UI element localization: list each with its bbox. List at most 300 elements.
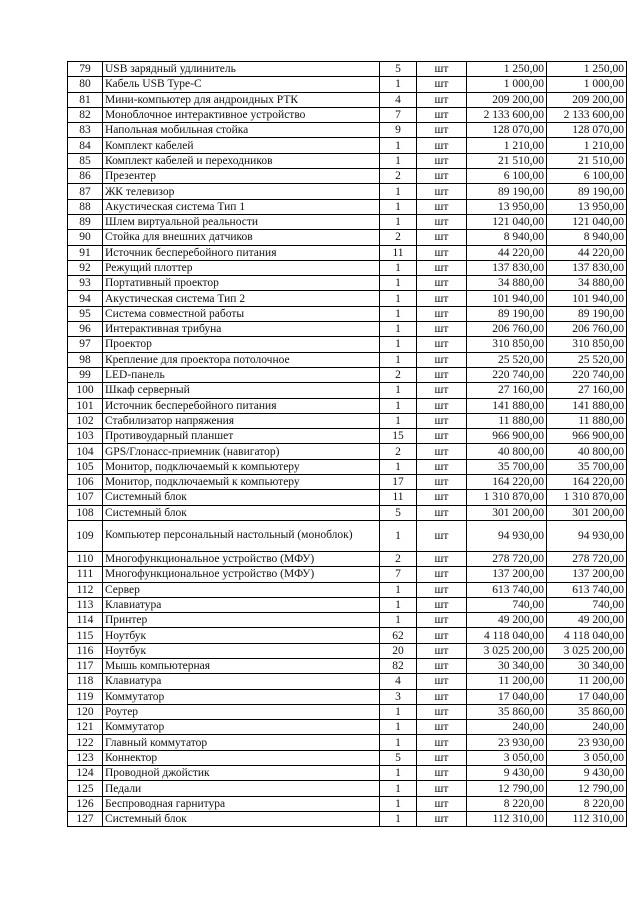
unit-cell: шт	[417, 184, 467, 199]
item-name-cell: Сервер	[103, 582, 380, 597]
item-name-cell: Коммутатор	[103, 720, 380, 735]
table-row	[68, 444, 627, 459]
table-row	[68, 720, 627, 735]
row-number-cell: 97	[68, 337, 103, 352]
price-cell: 206 760,00	[467, 322, 547, 337]
unit-cell: шт	[417, 490, 467, 505]
quantity-cell: 2	[380, 367, 417, 382]
total-cell: 89 190,00	[547, 184, 627, 199]
item-name-cell: Системный блок	[103, 505, 380, 520]
total-cell: 23 930,00	[547, 735, 627, 750]
table-row	[68, 689, 627, 704]
item-name-cell: Интерактивная трибуна	[103, 322, 380, 337]
table-row	[68, 658, 627, 673]
items-table-body	[68, 62, 627, 827]
total-cell: 613 740,00	[547, 582, 627, 597]
price-cell: 141 880,00	[467, 398, 547, 413]
table-row	[68, 613, 627, 628]
total-cell: 49 200,00	[547, 613, 627, 628]
total-cell: 4 118 040,00	[547, 628, 627, 643]
quantity-cell: 2	[380, 444, 417, 459]
item-name-cell: Комплект кабелей	[103, 138, 380, 153]
unit-cell: шт	[417, 230, 467, 245]
unit-cell: шт	[417, 658, 467, 673]
row-number-cell: 95	[68, 306, 103, 321]
unit-cell: шт	[417, 582, 467, 597]
quantity-cell: 1	[380, 352, 417, 367]
price-cell: 6 100,00	[467, 169, 547, 184]
table-row	[68, 169, 627, 184]
total-cell: 17 040,00	[547, 689, 627, 704]
price-cell: 35 860,00	[467, 704, 547, 719]
price-cell: 128 070,00	[467, 123, 547, 138]
item-name-cell: Источник бесперебойного питания	[103, 398, 380, 413]
total-cell: 35 860,00	[547, 704, 627, 719]
row-number-cell: 92	[68, 260, 103, 275]
row-number-cell: 116	[68, 643, 103, 658]
item-name-cell: Стабилизатор напряжения	[103, 413, 380, 428]
row-number-cell: 84	[68, 138, 103, 153]
row-number-cell: 111	[68, 567, 103, 582]
table-row	[68, 398, 627, 413]
row-number-cell: 123	[68, 750, 103, 765]
unit-cell: шт	[417, 735, 467, 750]
row-number-cell: 85	[68, 153, 103, 168]
total-cell: 240,00	[547, 720, 627, 735]
total-cell: 164 220,00	[547, 475, 627, 490]
total-cell: 34 880,00	[547, 276, 627, 291]
quantity-cell: 17	[380, 475, 417, 490]
item-name-cell: Система совместной работы	[103, 306, 380, 321]
item-name-cell: Напольная мобильная стойка	[103, 123, 380, 138]
price-cell: 220 740,00	[467, 367, 547, 382]
price-cell: 112 310,00	[467, 811, 547, 826]
unit-cell: шт	[417, 306, 467, 321]
unit-cell: шт	[417, 459, 467, 474]
price-cell: 8 940,00	[467, 230, 547, 245]
row-number-cell: 102	[68, 413, 103, 428]
quantity-cell: 1	[380, 704, 417, 719]
quantity-cell: 7	[380, 567, 417, 582]
unit-cell: шт	[417, 413, 467, 428]
total-cell: 3 050,00	[547, 750, 627, 765]
row-number-cell: 109	[68, 520, 103, 551]
row-number-cell: 82	[68, 107, 103, 122]
unit-cell: шт	[417, 291, 467, 306]
quantity-cell: 2	[380, 169, 417, 184]
price-cell: 1 310 870,00	[467, 490, 547, 505]
table-row	[68, 674, 627, 689]
item-name-cell: Презентер	[103, 169, 380, 184]
total-cell: 89 190,00	[547, 306, 627, 321]
table-row	[68, 750, 627, 765]
total-cell: 35 700,00	[547, 459, 627, 474]
unit-cell: шт	[417, 123, 467, 138]
row-number-cell: 80	[68, 77, 103, 92]
quantity-cell: 1	[380, 720, 417, 735]
quantity-cell: 1	[380, 260, 417, 275]
price-cell: 4 118 040,00	[467, 628, 547, 643]
quantity-cell: 1	[380, 153, 417, 168]
table-row	[68, 214, 627, 229]
unit-cell: шт	[417, 383, 467, 398]
row-number-cell: 117	[68, 658, 103, 673]
price-cell: 12 790,00	[467, 781, 547, 796]
unit-cell: шт	[417, 214, 467, 229]
table-row	[68, 475, 627, 490]
quantity-cell: 1	[380, 766, 417, 781]
quantity-cell: 20	[380, 643, 417, 658]
quantity-cell: 82	[380, 658, 417, 673]
unit-cell: шт	[417, 551, 467, 566]
item-name-cell: Проводной джойстик	[103, 766, 380, 781]
row-number-cell: 110	[68, 551, 103, 566]
total-cell: 44 220,00	[547, 245, 627, 260]
total-cell: 1 210,00	[547, 138, 627, 153]
total-cell: 8 940,00	[547, 230, 627, 245]
row-number-cell: 120	[68, 704, 103, 719]
quantity-cell: 1	[380, 138, 417, 153]
unit-cell: шт	[417, 750, 467, 765]
row-number-cell: 96	[68, 322, 103, 337]
row-number-cell: 122	[68, 735, 103, 750]
total-cell: 40 800,00	[547, 444, 627, 459]
price-cell: 1 000,00	[467, 77, 547, 92]
table-row	[68, 383, 627, 398]
table-row	[68, 520, 627, 551]
row-number-cell: 113	[68, 597, 103, 612]
unit-cell: шт	[417, 276, 467, 291]
price-cell: 35 700,00	[467, 459, 547, 474]
table-row	[68, 811, 627, 826]
total-cell: 30 340,00	[547, 658, 627, 673]
quantity-cell: 2	[380, 551, 417, 566]
unit-cell: шт	[417, 153, 467, 168]
quantity-cell: 1	[380, 337, 417, 352]
quantity-cell: 1	[380, 322, 417, 337]
price-cell: 40 800,00	[467, 444, 547, 459]
unit-cell: шт	[417, 429, 467, 444]
row-number-cell: 121	[68, 720, 103, 735]
table-row	[68, 92, 627, 107]
row-number-cell: 115	[68, 628, 103, 643]
table-row	[68, 138, 627, 153]
row-number-cell: 83	[68, 123, 103, 138]
row-number-cell: 98	[68, 352, 103, 367]
unit-cell: шт	[417, 704, 467, 719]
total-cell: 9 430,00	[547, 766, 627, 781]
item-name-cell: Принтер	[103, 613, 380, 628]
price-cell: 30 340,00	[467, 658, 547, 673]
table-row	[68, 153, 627, 168]
price-cell: 17 040,00	[467, 689, 547, 704]
quantity-cell: 1	[380, 459, 417, 474]
total-cell: 13 950,00	[547, 199, 627, 214]
total-cell: 94 930,00	[547, 520, 627, 551]
item-name-cell: Мышь компьютерная	[103, 658, 380, 673]
row-number-cell: 100	[68, 383, 103, 398]
quantity-cell: 4	[380, 674, 417, 689]
item-name-cell: Кабель USB Type-C	[103, 77, 380, 92]
quantity-cell: 1	[380, 520, 417, 551]
row-number-cell: 105	[68, 459, 103, 474]
price-cell: 49 200,00	[467, 613, 547, 628]
quantity-cell: 5	[380, 62, 417, 77]
unit-cell: шт	[417, 77, 467, 92]
unit-cell: шт	[417, 245, 467, 260]
total-cell: 740,00	[547, 597, 627, 612]
row-number-cell: 112	[68, 582, 103, 597]
total-cell: 278 720,00	[547, 551, 627, 566]
unit-cell: шт	[417, 505, 467, 520]
table-row	[68, 62, 627, 77]
price-cell: 613 740,00	[467, 582, 547, 597]
total-cell: 27 160,00	[547, 383, 627, 398]
total-cell: 3 025 200,00	[547, 643, 627, 658]
price-cell: 209 200,00	[467, 92, 547, 107]
quantity-cell: 2	[380, 230, 417, 245]
unit-cell: шт	[417, 398, 467, 413]
price-cell: 13 950,00	[467, 199, 547, 214]
quantity-cell: 1	[380, 811, 417, 826]
unit-cell: шт	[417, 597, 467, 612]
item-name-cell: Монитор, подключаемый к компьютеру	[103, 475, 380, 490]
row-number-cell: 94	[68, 291, 103, 306]
table-row	[68, 781, 627, 796]
row-number-cell: 101	[68, 398, 103, 413]
item-name-cell: Крепление для проектора потолочное	[103, 352, 380, 367]
table-row	[68, 429, 627, 444]
row-number-cell: 126	[68, 796, 103, 811]
price-cell: 164 220,00	[467, 475, 547, 490]
unit-cell: шт	[417, 367, 467, 382]
quantity-cell: 11	[380, 490, 417, 505]
total-cell: 121 040,00	[547, 214, 627, 229]
price-cell: 278 720,00	[467, 551, 547, 566]
unit-cell: шт	[417, 322, 467, 337]
table-row	[68, 735, 627, 750]
table-row	[68, 766, 627, 781]
row-number-cell: 114	[68, 613, 103, 628]
unit-cell: шт	[417, 674, 467, 689]
table-row	[68, 291, 627, 306]
quantity-cell: 1	[380, 413, 417, 428]
price-cell: 27 160,00	[467, 383, 547, 398]
row-number-cell: 90	[68, 230, 103, 245]
total-cell: 1 250,00	[547, 62, 627, 77]
price-cell: 101 940,00	[467, 291, 547, 306]
table-row	[68, 505, 627, 520]
price-cell: 23 930,00	[467, 735, 547, 750]
price-cell: 11 200,00	[467, 674, 547, 689]
item-name-cell: Противоударный планшет	[103, 429, 380, 444]
total-cell: 112 310,00	[547, 811, 627, 826]
unit-cell: шт	[417, 260, 467, 275]
total-cell: 25 520,00	[547, 352, 627, 367]
total-cell: 209 200,00	[547, 92, 627, 107]
price-cell: 94 930,00	[467, 520, 547, 551]
row-number-cell: 108	[68, 505, 103, 520]
row-number-cell: 125	[68, 781, 103, 796]
total-cell: 2 133 600,00	[547, 107, 627, 122]
row-number-cell: 79	[68, 62, 103, 77]
table-row	[68, 459, 627, 474]
item-name-cell: Комплект кабелей и переходников	[103, 153, 380, 168]
quantity-cell: 9	[380, 123, 417, 138]
item-name-cell: Клавиатура	[103, 674, 380, 689]
row-number-cell: 93	[68, 276, 103, 291]
item-name-cell: Многофункциональное устройство (МФУ)	[103, 567, 380, 582]
row-number-cell: 104	[68, 444, 103, 459]
item-name-cell: Коннектор	[103, 750, 380, 765]
table-row	[68, 643, 627, 658]
quantity-cell: 3	[380, 689, 417, 704]
total-cell: 8 220,00	[547, 796, 627, 811]
quantity-cell: 1	[380, 276, 417, 291]
quantity-cell: 1	[380, 582, 417, 597]
row-number-cell: 124	[68, 766, 103, 781]
total-cell: 310 850,00	[547, 337, 627, 352]
quantity-cell: 1	[380, 597, 417, 612]
row-number-cell: 91	[68, 245, 103, 260]
total-cell: 1 310 870,00	[547, 490, 627, 505]
quantity-cell: 1	[380, 77, 417, 92]
item-name-cell: Ноутбук	[103, 643, 380, 658]
unit-cell: шт	[417, 796, 467, 811]
table-row	[68, 77, 627, 92]
price-cell: 3 025 200,00	[467, 643, 547, 658]
item-name-cell: Клавиатура	[103, 597, 380, 612]
item-name-cell: Главный коммутатор	[103, 735, 380, 750]
table-row	[68, 796, 627, 811]
quantity-cell: 4	[380, 92, 417, 107]
item-name-cell: Акустическая система Тип 1	[103, 199, 380, 214]
quantity-cell: 1	[380, 291, 417, 306]
total-cell: 137 830,00	[547, 260, 627, 275]
quantity-cell: 1	[380, 781, 417, 796]
table-row	[68, 123, 627, 138]
price-cell: 34 880,00	[467, 276, 547, 291]
table-row	[68, 306, 627, 321]
price-cell: 8 220,00	[467, 796, 547, 811]
price-cell: 2 133 600,00	[467, 107, 547, 122]
table-row	[68, 597, 627, 612]
item-name-cell: Проектор	[103, 337, 380, 352]
quantity-cell: 15	[380, 429, 417, 444]
unit-cell: шт	[417, 92, 467, 107]
price-cell: 1 250,00	[467, 62, 547, 77]
table-row	[68, 704, 627, 719]
table-row	[68, 352, 627, 367]
item-name-cell: Системный блок	[103, 490, 380, 505]
table-row	[68, 628, 627, 643]
total-cell: 11 200,00	[547, 674, 627, 689]
quantity-cell: 5	[380, 750, 417, 765]
unit-cell: шт	[417, 352, 467, 367]
price-cell: 310 850,00	[467, 337, 547, 352]
item-name-cell: Педали	[103, 781, 380, 796]
item-name-cell: Беспроводная гарнитура	[103, 796, 380, 811]
table-row	[68, 230, 627, 245]
item-name-cell: Многофункциональное устройство (МФУ)	[103, 551, 380, 566]
unit-cell: шт	[417, 643, 467, 658]
total-cell: 206 760,00	[547, 322, 627, 337]
item-name-cell: Режущий плоттер	[103, 260, 380, 275]
row-number-cell: 119	[68, 689, 103, 704]
unit-cell: шт	[417, 613, 467, 628]
total-cell: 220 740,00	[547, 367, 627, 382]
item-name-cell: Системный блок	[103, 811, 380, 826]
price-cell: 966 900,00	[467, 429, 547, 444]
quantity-cell: 5	[380, 505, 417, 520]
quantity-cell: 1	[380, 398, 417, 413]
row-number-cell: 118	[68, 674, 103, 689]
unit-cell: шт	[417, 169, 467, 184]
unit-cell: шт	[417, 520, 467, 551]
row-number-cell: 99	[68, 367, 103, 382]
unit-cell: шт	[417, 720, 467, 735]
quantity-cell: 1	[380, 199, 417, 214]
unit-cell: шт	[417, 199, 467, 214]
item-name-cell: LED-панель	[103, 367, 380, 382]
quantity-cell: 1	[380, 613, 417, 628]
table-row	[68, 337, 627, 352]
total-cell: 101 940,00	[547, 291, 627, 306]
unit-cell: шт	[417, 766, 467, 781]
item-name-cell: Монитор, подключаемый к компьютеру	[103, 459, 380, 474]
item-name-cell: Стойка для внешних датчиков	[103, 230, 380, 245]
table-row	[68, 199, 627, 214]
quantity-cell: 1	[380, 214, 417, 229]
unit-cell: шт	[417, 689, 467, 704]
price-cell: 9 430,00	[467, 766, 547, 781]
unit-cell: шт	[417, 337, 467, 352]
item-name-cell: Шкаф серверный	[103, 383, 380, 398]
total-cell: 966 900,00	[547, 429, 627, 444]
unit-cell: шт	[417, 811, 467, 826]
price-cell: 89 190,00	[467, 306, 547, 321]
row-number-cell: 127	[68, 811, 103, 826]
quantity-cell: 7	[380, 107, 417, 122]
price-cell: 1 210,00	[467, 138, 547, 153]
item-name-cell: Ноутбук	[103, 628, 380, 643]
item-name-cell: GPS/Глонасс-приемник (навигатор)	[103, 444, 380, 459]
unit-cell: шт	[417, 107, 467, 122]
total-cell: 21 510,00	[547, 153, 627, 168]
unit-cell: шт	[417, 62, 467, 77]
total-cell: 1 000,00	[547, 77, 627, 92]
total-cell: 128 070,00	[547, 123, 627, 138]
item-name-cell: Портативный проектор	[103, 276, 380, 291]
quantity-cell: 1	[380, 306, 417, 321]
unit-cell: шт	[417, 444, 467, 459]
unit-cell: шт	[417, 138, 467, 153]
quantity-cell: 11	[380, 245, 417, 260]
unit-cell: шт	[417, 475, 467, 490]
total-cell: 141 880,00	[547, 398, 627, 413]
unit-cell: шт	[417, 781, 467, 796]
table-row	[68, 245, 627, 260]
total-cell: 137 200,00	[547, 567, 627, 582]
price-cell: 740,00	[467, 597, 547, 612]
table-row	[68, 260, 627, 275]
total-cell: 301 200,00	[547, 505, 627, 520]
table-row	[68, 322, 627, 337]
item-name-cell: ЖК телевизор	[103, 184, 380, 199]
price-cell: 25 520,00	[467, 352, 547, 367]
price-cell: 301 200,00	[467, 505, 547, 520]
quantity-cell: 1	[380, 796, 417, 811]
